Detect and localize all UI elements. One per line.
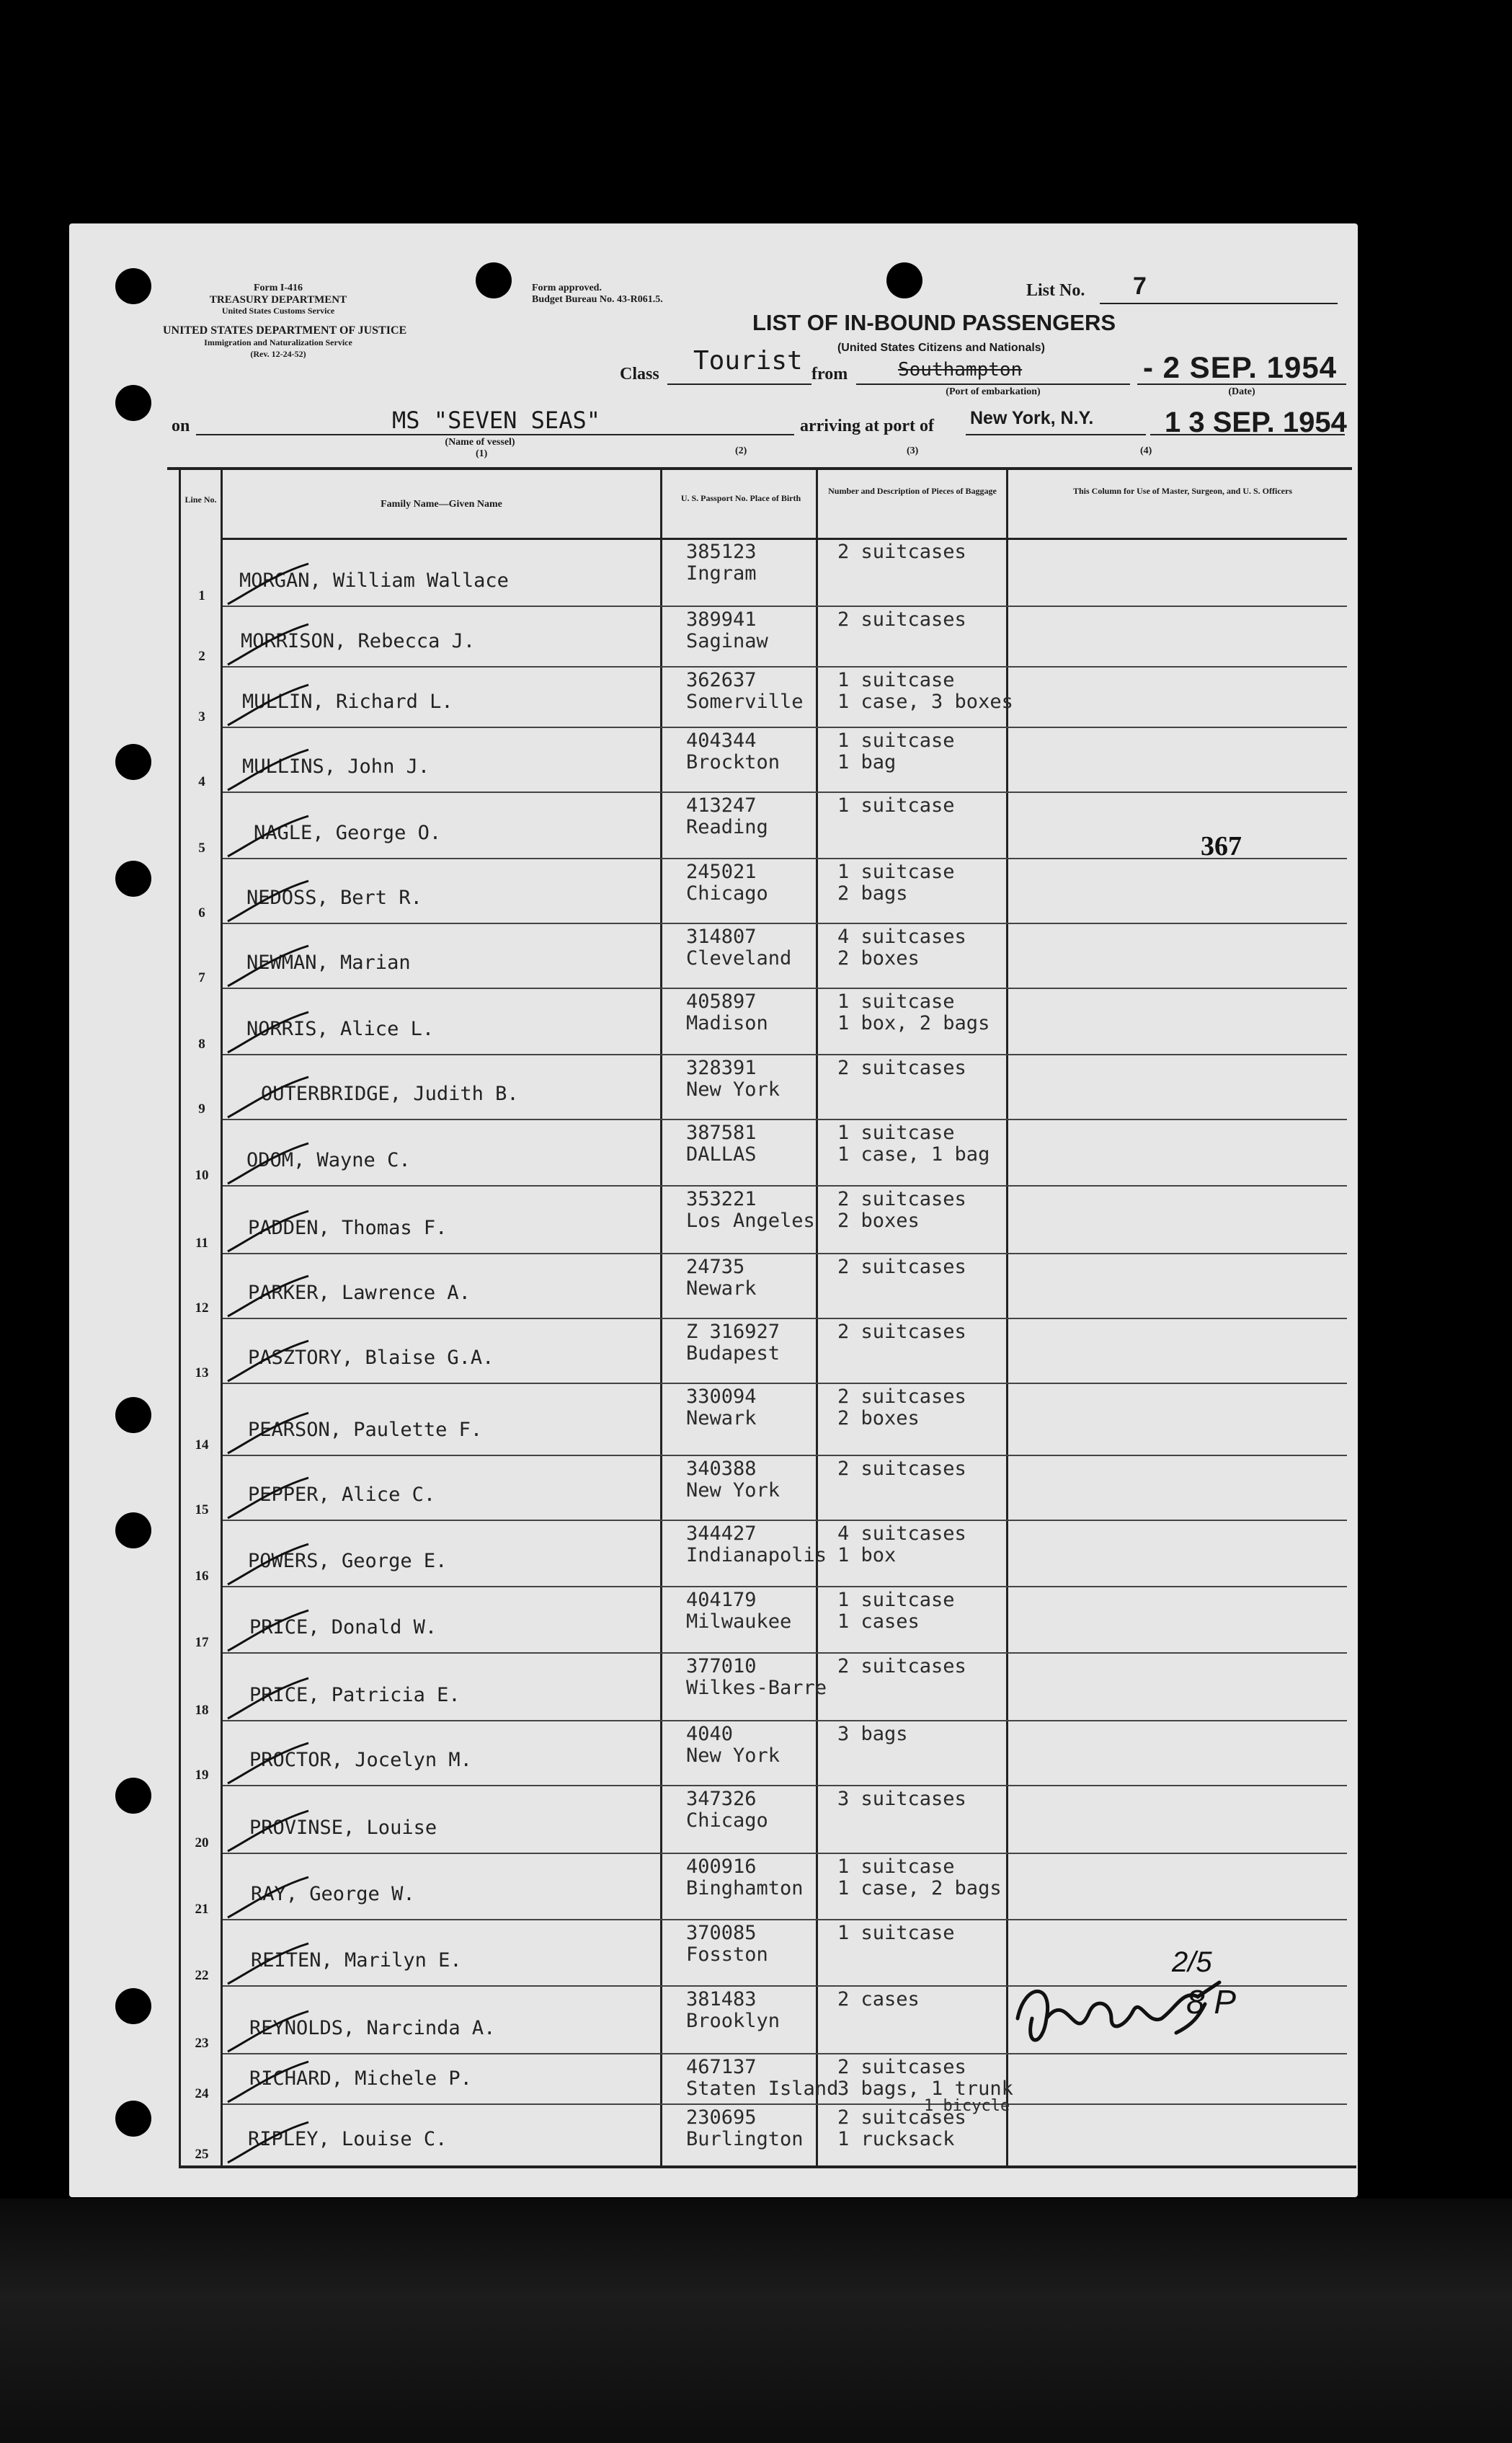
baggage-line-1: 1 suitcase <box>837 1855 955 1878</box>
ins-service: Immigration and Naturalization Service <box>204 337 352 347</box>
passport-number: 467137 <box>686 2056 757 2078</box>
row-divider <box>223 1652 1347 1654</box>
scanner-background <box>0 2199 1512 2443</box>
table-top-rule <box>167 467 1352 470</box>
line-number: 16 <box>195 1569 209 1584</box>
baggage-line-1: 2 suitcases <box>837 1458 966 1480</box>
baggage-line-1: 1 suitcase <box>837 794 955 817</box>
check-mark <box>225 1409 311 1459</box>
check-mark <box>225 1739 311 1789</box>
justice-dept: UNITED STATES DEPARTMENT OF JUSTICE <box>163 324 407 337</box>
baggage-line-1: 2 suitcases <box>837 1655 966 1677</box>
check-mark <box>225 1606 311 1657</box>
passport-number: 387581 <box>686 1122 757 1144</box>
header-baggage: Number and Description of Pieces of Baggage <box>828 486 997 496</box>
list-no-value: 7 <box>1133 272 1147 300</box>
line-number: 25 <box>195 2147 209 2162</box>
class-label: Class <box>620 365 659 383</box>
passport-number: 404344 <box>686 730 757 752</box>
passport-number: 344427 <box>686 1522 757 1545</box>
place-of-birth: Brockton <box>686 751 781 773</box>
place-of-birth: DALLAS <box>686 1143 757 1166</box>
line-number: 23 <box>195 2036 209 2051</box>
baggage-line-2: 2 boxes <box>837 947 920 970</box>
baggage-line-1: 2 suitcases <box>837 2106 966 2129</box>
punch-hole <box>115 1512 151 1548</box>
baggage-line-2: 2 bags <box>837 882 908 905</box>
handwritten-fraction: 2/5 <box>1172 1946 1212 1978</box>
place-of-birth: Ingram <box>686 562 757 585</box>
place-of-birth: Brooklyn <box>686 2010 781 2032</box>
baggage-line-2: 1 bag <box>837 751 897 773</box>
baggage-line-2: 2 boxes <box>837 1407 920 1429</box>
punch-hole <box>115 268 151 304</box>
passport-number: 404179 <box>686 1589 757 1611</box>
check-mark <box>225 559 311 610</box>
passenger-name: MORRISON, Rebecca J. <box>241 630 476 652</box>
place-of-birth: Wilkes-Barre <box>686 1677 827 1699</box>
row-divider <box>223 1455 1347 1456</box>
place-of-birth: Newark <box>686 1277 757 1300</box>
line-number: 18 <box>195 1703 209 1718</box>
punch-hole <box>115 2101 151 2137</box>
place-of-birth: Reading <box>686 816 768 838</box>
customs-service: United States Customs Service <box>221 306 335 316</box>
baggage-line-1: 1 suitcase <box>837 990 955 1013</box>
passport-number: 340388 <box>686 1458 757 1480</box>
place-of-birth: Los Angeles <box>686 1210 815 1232</box>
baggage-line-2: 1 case, 2 bags <box>837 1877 1002 1899</box>
baggage-line-1: 1 suitcase <box>837 1589 955 1611</box>
passenger-name: PEPPER, Alice C. <box>248 1484 436 1506</box>
place-of-birth: Chicago <box>686 1809 768 1832</box>
check-mark <box>225 1207 311 1257</box>
baggage-line-1: 2 suitcases <box>837 541 966 563</box>
passenger-name: ODOM, Wayne C. <box>246 1149 411 1171</box>
header-line-no: Line No. <box>184 495 217 505</box>
vessel-underline <box>196 434 794 435</box>
passport-number: 24735 <box>686 1256 745 1278</box>
row-divider <box>223 1253 1347 1254</box>
row-divider <box>223 1720 1347 1721</box>
row-divider <box>223 1853 1347 1854</box>
port-of-embarkation: Southampton <box>898 359 1023 381</box>
check-mark <box>225 1873 311 1923</box>
passenger-name: PRICE, Patricia E. <box>249 1684 461 1706</box>
baggage-line-1: 3 suitcases <box>837 1788 966 1810</box>
form-approved: Form approved. <box>532 283 602 293</box>
passport-number: 330094 <box>686 1385 757 1408</box>
arriving-label: arriving at port of <box>800 417 934 435</box>
baggage-line-1: 2 suitcases <box>837 1256 966 1278</box>
row-divider <box>223 666 1347 668</box>
punch-hole <box>115 1988 151 2024</box>
check-mark <box>225 680 311 731</box>
row-divider <box>223 923 1347 924</box>
punch-hole <box>115 385 151 421</box>
row-divider <box>223 1185 1347 1187</box>
line-number: 19 <box>195 1768 209 1783</box>
line-number: 15 <box>195 1502 209 1517</box>
place-of-birth: Newark <box>686 1407 757 1429</box>
baggage-line-1: 1 suitcase <box>837 1922 955 1944</box>
line-number: 24 <box>195 2086 209 2101</box>
baggage-line-1: 1 suitcase <box>837 669 955 691</box>
page-title: LIST OF IN-BOUND PASSENGERS <box>752 310 1116 335</box>
row-divider <box>223 792 1347 793</box>
row-divider <box>223 1520 1347 1521</box>
passenger-name: NEWMAN, Marian <box>246 952 411 974</box>
check-mark <box>225 745 311 796</box>
check-mark <box>225 877 311 927</box>
line-number: 4 <box>198 774 205 789</box>
baggage-line-1: 1 suitcase <box>837 730 955 752</box>
check-mark <box>225 2007 311 2057</box>
passport-number: 362637 <box>686 669 757 691</box>
passport-number: 377010 <box>686 1655 757 1677</box>
line-number: 5 <box>198 841 205 856</box>
row-divider <box>223 988 1347 989</box>
baggage-line-2: 3 bags, 1 trunk <box>837 2078 1013 2100</box>
class-value: Tourist <box>693 346 803 376</box>
table-left-rule <box>179 470 181 2167</box>
baggage-line-2: 1 box, 2 bags <box>837 1012 990 1034</box>
line-number: 12 <box>195 1300 209 1316</box>
passenger-name: RICHARD, Michele P. <box>249 2067 472 2090</box>
passport-number: 389941 <box>686 608 757 631</box>
row-divider <box>223 606 1347 607</box>
check-mark <box>225 1073 311 1123</box>
on-label: on <box>172 417 190 435</box>
passenger-name: PADDEN, Thomas F. <box>248 1217 448 1239</box>
check-mark <box>225 1336 311 1387</box>
passport-number: 405897 <box>686 990 757 1013</box>
baggage-line-1: 3 bags <box>837 1723 908 1745</box>
place-of-birth: New York <box>686 1744 781 1767</box>
from-label: from <box>811 365 848 383</box>
row-divider <box>223 2103 1347 2105</box>
row-divider <box>223 727 1347 728</box>
place-of-birth: Cleveland <box>686 947 792 970</box>
punch-hole <box>115 861 151 897</box>
check-mark <box>225 2118 311 2168</box>
baggage-line-1: 2 suitcases <box>837 2056 966 2078</box>
baggage-line-1: 1 suitcase <box>837 861 955 883</box>
passport-number: 413247 <box>686 794 757 817</box>
passport-number: 370085 <box>686 1922 757 1944</box>
row-divider <box>223 1119 1347 1120</box>
departure-date-stamp: - 2 SEP. 1954 <box>1143 350 1338 384</box>
port-underline <box>966 434 1146 435</box>
baggage-line-2: 1 box <box>837 1544 897 1566</box>
punch-hole <box>115 1397 151 1433</box>
baggage-line-1: 2 suitcases <box>837 1385 966 1408</box>
row-divider <box>223 1586 1347 1587</box>
page-subtitle: (United States Citizens and Nationals) <box>837 342 1046 354</box>
passenger-name: PROVINSE, Louise <box>249 1817 437 1839</box>
embarkation-caption: (Port of embarkation) <box>946 386 1041 397</box>
check-mark <box>225 1272 311 1322</box>
class-underline <box>667 383 811 385</box>
passport-number: 4040 <box>686 1723 734 1745</box>
punch-hole <box>476 262 512 298</box>
revision: (Rev. 12-24-52) <box>250 349 306 359</box>
arrival-port: New York, N.Y. <box>970 408 1094 428</box>
baggage-line-2: 1 rucksack <box>837 2128 955 2150</box>
passport-number: 400916 <box>686 1855 757 1878</box>
place-of-birth: Burlington <box>686 2128 804 2150</box>
passenger-name: PEARSON, Paulette F. <box>248 1419 483 1441</box>
passenger-name: REYNOLDS, Narcinda A. <box>249 2017 496 2039</box>
passenger-name: PARKER, Lawrence A. <box>248 1282 471 1304</box>
check-mark <box>225 1008 311 1058</box>
table-bottom-rule <box>179 2165 1356 2168</box>
check-mark <box>225 1939 311 1990</box>
row-divider <box>223 1054 1347 1055</box>
baggage-line-1: 1 suitcase <box>837 1122 955 1144</box>
budget-bureau: Budget Bureau No. 43-R061.5. <box>532 294 663 305</box>
punch-hole <box>886 262 922 298</box>
passenger-name: RAY, George W. <box>251 1883 415 1905</box>
check-mark <box>225 1139 311 1189</box>
check-mark <box>225 2057 311 2108</box>
line-number: 8 <box>198 1037 205 1052</box>
treasury-dept: TREASURY DEPARTMENT <box>209 294 347 306</box>
line-number: 20 <box>195 1835 209 1850</box>
list-no-underline <box>1100 303 1338 304</box>
col-number-3: (3) <box>907 445 919 456</box>
place-of-birth: Chicago <box>686 882 768 905</box>
line-number: 1 <box>198 588 205 603</box>
baggage-line-2: 1 case, 3 boxes <box>837 691 1013 713</box>
check-mark <box>225 1473 311 1524</box>
date-caption: (Date) <box>1228 386 1255 397</box>
header-bottom-rule <box>223 538 1347 540</box>
passenger-name: RIPLEY, Louise C. <box>248 2128 448 2150</box>
row-divider <box>223 1785 1347 1786</box>
line-number: 3 <box>198 709 205 724</box>
passenger-name: REITEN, Marilyn E. <box>251 1949 462 1972</box>
passenger-name: NAGLE, George O. <box>254 822 442 844</box>
col-number-2: (2) <box>735 445 747 456</box>
line-number: 7 <box>198 970 205 985</box>
line-number: 2 <box>198 649 205 664</box>
row-divider <box>223 1919 1347 1920</box>
passport-number: 347326 <box>686 1788 757 1810</box>
list-no-label: List No. <box>1026 281 1085 300</box>
place-of-birth: Somerville <box>686 691 804 713</box>
passport-number: 314807 <box>686 926 757 948</box>
arrival-date-stamp: 1 3 SEP. 1954 <box>1165 407 1347 438</box>
baggage-line-2: 1 case, 1 bag <box>837 1143 990 1166</box>
handwritten-initials: 8 P <box>1186 1983 1237 2021</box>
baggage-line-1: 2 suitcases <box>837 1057 966 1079</box>
col-number-4: (4) <box>1140 445 1152 456</box>
place-of-birth: Milwaukee <box>686 1610 792 1633</box>
manifest-page <box>69 223 1358 2197</box>
check-mark <box>225 620 311 670</box>
form-number: Form I-416 <box>253 283 303 293</box>
place-of-birth: Binghamton <box>686 1877 804 1899</box>
baggage-line-3: 1 bicycle <box>924 2097 1010 2115</box>
place-of-birth: Staten Island <box>686 2078 839 2100</box>
line-number: 21 <box>195 1902 209 1917</box>
punch-hole <box>115 1778 151 1814</box>
passport-number: 353221 <box>686 1188 757 1210</box>
passport-number: 385123 <box>686 541 757 563</box>
check-mark <box>225 941 311 992</box>
col-number-1: (1) <box>476 448 488 459</box>
punch-hole <box>115 744 151 780</box>
passport-number: 381483 <box>686 1988 757 2010</box>
baggage-line-1: 2 cases <box>837 1988 920 2010</box>
vessel-caption: (Name of vessel) <box>445 437 515 448</box>
officer-number-annotation: 367 <box>1201 831 1242 861</box>
passenger-name: MORGAN, William Wallace <box>239 569 509 592</box>
line-number: 14 <box>195 1437 209 1453</box>
vessel-name: MS "SEVEN SEAS" <box>392 407 600 434</box>
row-divider <box>223 858 1347 859</box>
passport-number: 328391 <box>686 1057 757 1079</box>
baggage-line-2: 1 cases <box>837 1610 920 1633</box>
row-divider <box>223 1318 1347 1319</box>
line-number: 6 <box>198 905 205 921</box>
baggage-line-1: 2 suitcases <box>837 1188 966 1210</box>
baggage-line-1: 4 suitcases <box>837 926 966 948</box>
handwritten-signature <box>1003 1939 1306 2083</box>
line-number: 10 <box>195 1168 209 1183</box>
header-passport: U. S. Passport No. Place of Birth <box>680 493 801 503</box>
baggage-line-1: 4 suitcases <box>837 1522 966 1545</box>
place-of-birth: Saginaw <box>686 630 768 652</box>
passenger-name: PRICE, Donald W. <box>249 1616 437 1639</box>
passenger-name: MULLINS, John J. <box>242 755 430 778</box>
baggage-line-1: 2 suitcases <box>837 608 966 631</box>
passenger-name: POWERS, George E. <box>248 1550 448 1572</box>
passenger-name: PROCTOR, Jocelyn M. <box>249 1749 472 1771</box>
passenger-name: NORRIS, Alice L. <box>246 1018 435 1040</box>
passport-number: 230695 <box>686 2106 757 2129</box>
from-underline <box>856 383 1130 385</box>
line-number: 13 <box>195 1365 209 1380</box>
check-mark <box>225 1806 311 1857</box>
passenger-name: MULLIN, Richard L. <box>242 691 453 713</box>
line-number: 11 <box>195 1236 208 1251</box>
passport-number: 245021 <box>686 861 757 883</box>
row-divider <box>223 1383 1347 1384</box>
passenger-name: PASZTORY, Blaise G.A. <box>248 1347 494 1369</box>
place-of-birth: Indianapolis <box>686 1544 827 1566</box>
place-of-birth: New York <box>686 1078 781 1101</box>
passenger-name: OUTERBRIDGE, Judith B. <box>261 1083 519 1105</box>
line-number: 9 <box>198 1101 205 1117</box>
check-mark <box>225 1674 311 1724</box>
place-of-birth: Madison <box>686 1012 768 1034</box>
baggage-line-1: 2 suitcases <box>837 1321 966 1343</box>
header-officers: This Column for Use of Master, Surgeon, and U. S. Officers <box>1072 486 1292 496</box>
passport-number: Z 316927 <box>686 1321 781 1343</box>
place-of-birth: Budapest <box>686 1342 781 1365</box>
line-number: 17 <box>195 1635 209 1650</box>
baggage-line-2: 2 boxes <box>837 1210 920 1232</box>
place-of-birth: Fosston <box>686 1943 768 1966</box>
check-mark <box>225 1540 311 1590</box>
passenger-name: NEDOSS, Bert R. <box>246 887 422 909</box>
header-name: Family Name—Given Name <box>381 499 502 510</box>
line-number: 22 <box>195 1968 209 1983</box>
place-of-birth: New York <box>686 1479 781 1502</box>
check-mark <box>225 812 311 862</box>
